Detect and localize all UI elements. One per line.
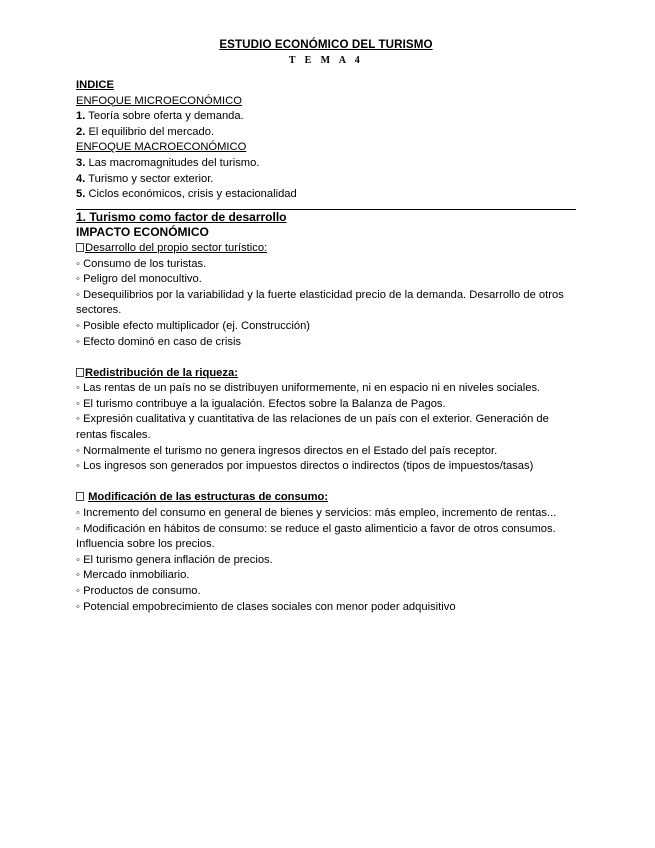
macro-heading: ENFOQUE MACROECONÓMICO: [76, 141, 247, 154]
index-item-number: 4.: [76, 172, 86, 185]
list-item: ◦ Normalmente el turismo no genera ingresos directos en el Estado del país receptor.: [76, 444, 498, 457]
list-item: ◦ Las rentas de un país no se distribuyen uniformemente, ni en espacio ni en niveles sociales.: [76, 382, 541, 395]
block-title-text: Redistribución de la riqueza:: [85, 366, 238, 379]
document-title: ESTUDIO ECONÓMICO DEL TURISMO: [219, 38, 433, 51]
list-item: ◦ Mercado inmobiliario.: [76, 569, 190, 582]
list-item: ◦ Desequilibrios por la variabilidad y la fuerte elasticidad precio de la demanda. Desarrollo de otros sectores.: [76, 288, 564, 317]
index-item-text: Teoría sobre oferta y demanda.: [85, 110, 244, 123]
list-item: ◦ Potencial empobrecimiento de clases sociales con menor poder adquisitivo: [76, 600, 456, 613]
index-item-number: 2.: [76, 125, 86, 138]
index-item-text: El equilibrio del mercado.: [85, 125, 215, 138]
block-title: [76, 366, 576, 382]
list-item: ◦ Modificación en hábitos de consumo: se reduce el gasto alimenticio a favor de otros consumos. Influencia sobre los precios.: [76, 522, 556, 551]
list-item: ◦ Efecto dominó en caso de crisis: [76, 335, 242, 348]
checkbox-glyph-icon: [76, 243, 84, 252]
block-title: [76, 490, 576, 506]
checkbox-glyph-icon: [76, 368, 84, 377]
checkbox-glyph-icon: [76, 492, 84, 501]
list-item: ◦ Los ingresos son generados por impuestos directos o indirectos (tipos de impuestos/tasas): [76, 460, 534, 473]
index-item-number: 1.: [76, 110, 86, 123]
section-heading: 1. Turismo como factor de desarrollo: [76, 209, 287, 224]
list-item: ◦ Posible efecto multiplicador (ej. Construcción): [76, 319, 311, 332]
list-item: ◦ El turismo contribuye a la igualación. Efectos sobre la Balanza de Pagos.: [76, 397, 446, 410]
bullet-list: [76, 381, 576, 475]
micro-heading: ENFOQUE MICROECONÓMICO: [76, 94, 242, 107]
block-title-text: Desarrollo del propio sector turístico:: [85, 241, 268, 254]
bullet-list: [76, 506, 576, 615]
index-item: [76, 125, 576, 141]
block-title-text: Modificación de las estructuras de consumo:: [88, 491, 329, 504]
index-item: [76, 109, 576, 125]
index-heading: INDICE: [76, 79, 114, 91]
list-item: ◦ Incremento del consumo en general de bienes y servicios: más empleo, incremento de rentas...: [76, 507, 557, 520]
section-subheading: IMPACTO ECONÓMICO: [76, 225, 209, 240]
index-item: [76, 172, 576, 188]
document-body: [76, 37, 576, 615]
list-item: ◦ Consumo de los turistas.: [76, 257, 207, 270]
list-item: ◦ Peligro del monocultivo.: [76, 273, 202, 286]
block-title: [76, 241, 576, 257]
list-item: ◦ El turismo genera inflación de precios.: [76, 553, 273, 566]
bullet-list: [76, 257, 576, 351]
index-item-text: Las macromagnitudes del turismo.: [85, 156, 260, 169]
document-subtitle: T E M A 4: [288, 55, 364, 66]
index-item-number: 5.: [76, 188, 86, 201]
index-item-text: Ciclos económicos, crisis y estacionalidad: [85, 188, 297, 201]
index-item: [76, 187, 576, 203]
index-item-number: 3.: [76, 156, 86, 169]
index-item-text: Turismo y sector exterior.: [85, 172, 214, 185]
list-item: ◦ Expresión cualitativa y cuantitativa de las relaciones de un país con el exterior. Generación de rentas fiscales.: [76, 413, 549, 442]
index-item: [76, 156, 576, 172]
list-item: ◦ Productos de consumo.: [76, 585, 201, 597]
